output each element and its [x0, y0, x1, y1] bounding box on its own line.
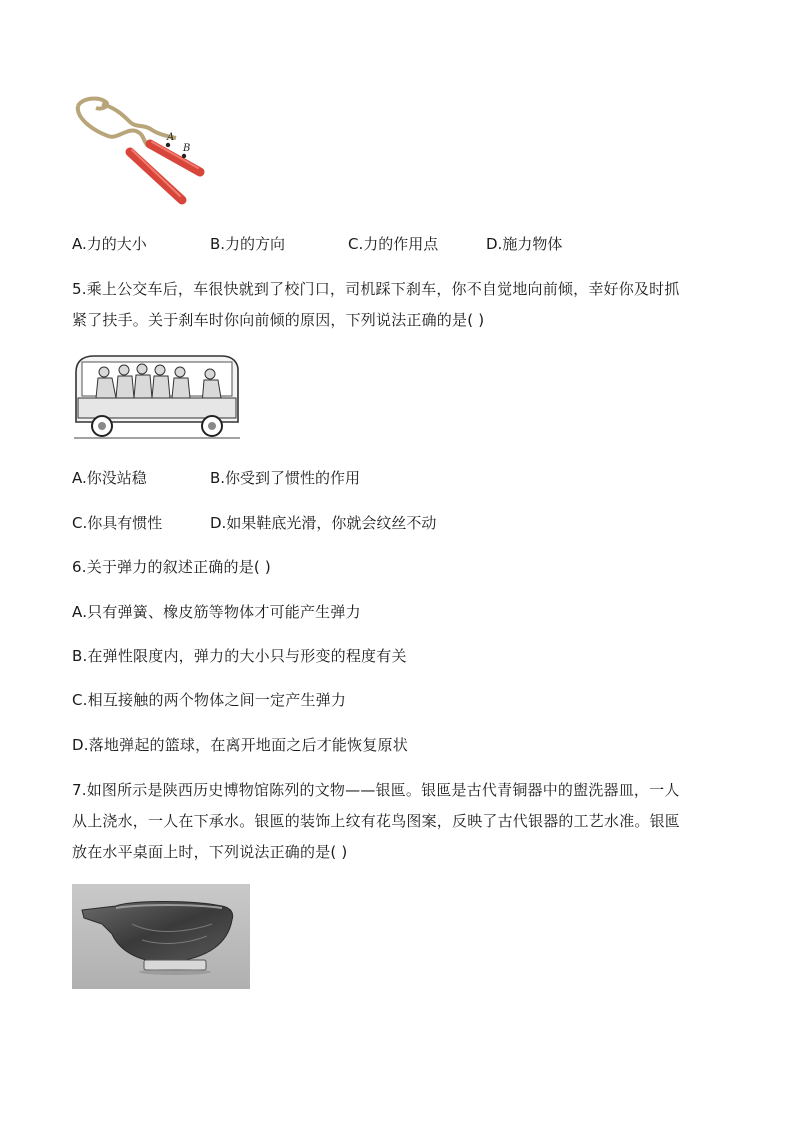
q4-option-c: C.力的作用点 — [348, 235, 439, 253]
q7-stem-line-3: 放在水平桌面上时，下列说法正确的是( ) — [72, 843, 348, 861]
q5-stem-line-1: 5.乘上公交车后，车很快就到了校门口，司机踩下刹车，你不自觉地向前倾，幸好你及时抓 — [72, 280, 680, 298]
q5-option-d: D.如果鞋底光滑，你就会纹丝不动 — [210, 514, 437, 532]
silver-yi-vessel-icon — [72, 884, 250, 989]
q4-option-d: D.施力物体 — [486, 235, 563, 253]
bus-figure — [72, 352, 242, 442]
bus-passengers-icon — [72, 352, 242, 442]
nutcracker-figure — [72, 96, 212, 208]
point-a-label: A — [167, 132, 175, 143]
q5-option-b: B.你受到了惯性的作用 — [210, 469, 361, 487]
nutcracker-pliers-icon — [72, 96, 212, 208]
q7-stem-line-2: 从上浇水，一人在下承水。银匜的装饰上纹有花鸟图案，反映了古代银器的工艺水准。银匜 — [72, 812, 681, 830]
q5-option-a: A.你没站稳 — [72, 469, 147, 487]
q4-option-a: A.力的大小 — [72, 235, 147, 253]
q6-option-a: A.只有弹簧、橡皮筋等物体才可能产生弹力 — [72, 603, 361, 621]
point-b-label: B — [183, 143, 191, 154]
q5-option-c: C.你具有惯性 — [72, 514, 163, 532]
silver-yi-figure — [72, 884, 250, 989]
q7-stem-line-1: 7.如图所示是陕西历史博物馆陈列的文物——银匜。银匜是古代青铜器中的盥洗器皿，一人 — [72, 781, 680, 799]
q6-option-c: C.相互接触的两个物体之间一定产生弹力 — [72, 691, 347, 709]
q6-stem: 6.关于弹力的叙述正确的是( ) — [72, 558, 271, 576]
q6-option-d: D.落地弹起的篮球，在离开地面之后才能恢复原状 — [72, 736, 408, 754]
q4-option-b: B.力的方向 — [210, 235, 286, 253]
q5-stem-line-2: 紧了扶手。关于刹车时你向前倾的原因，下列说法正确的是( ) — [72, 311, 485, 329]
q6-option-b: B.在弹性限度内，弹力的大小只与形变的程度有关 — [72, 647, 407, 665]
